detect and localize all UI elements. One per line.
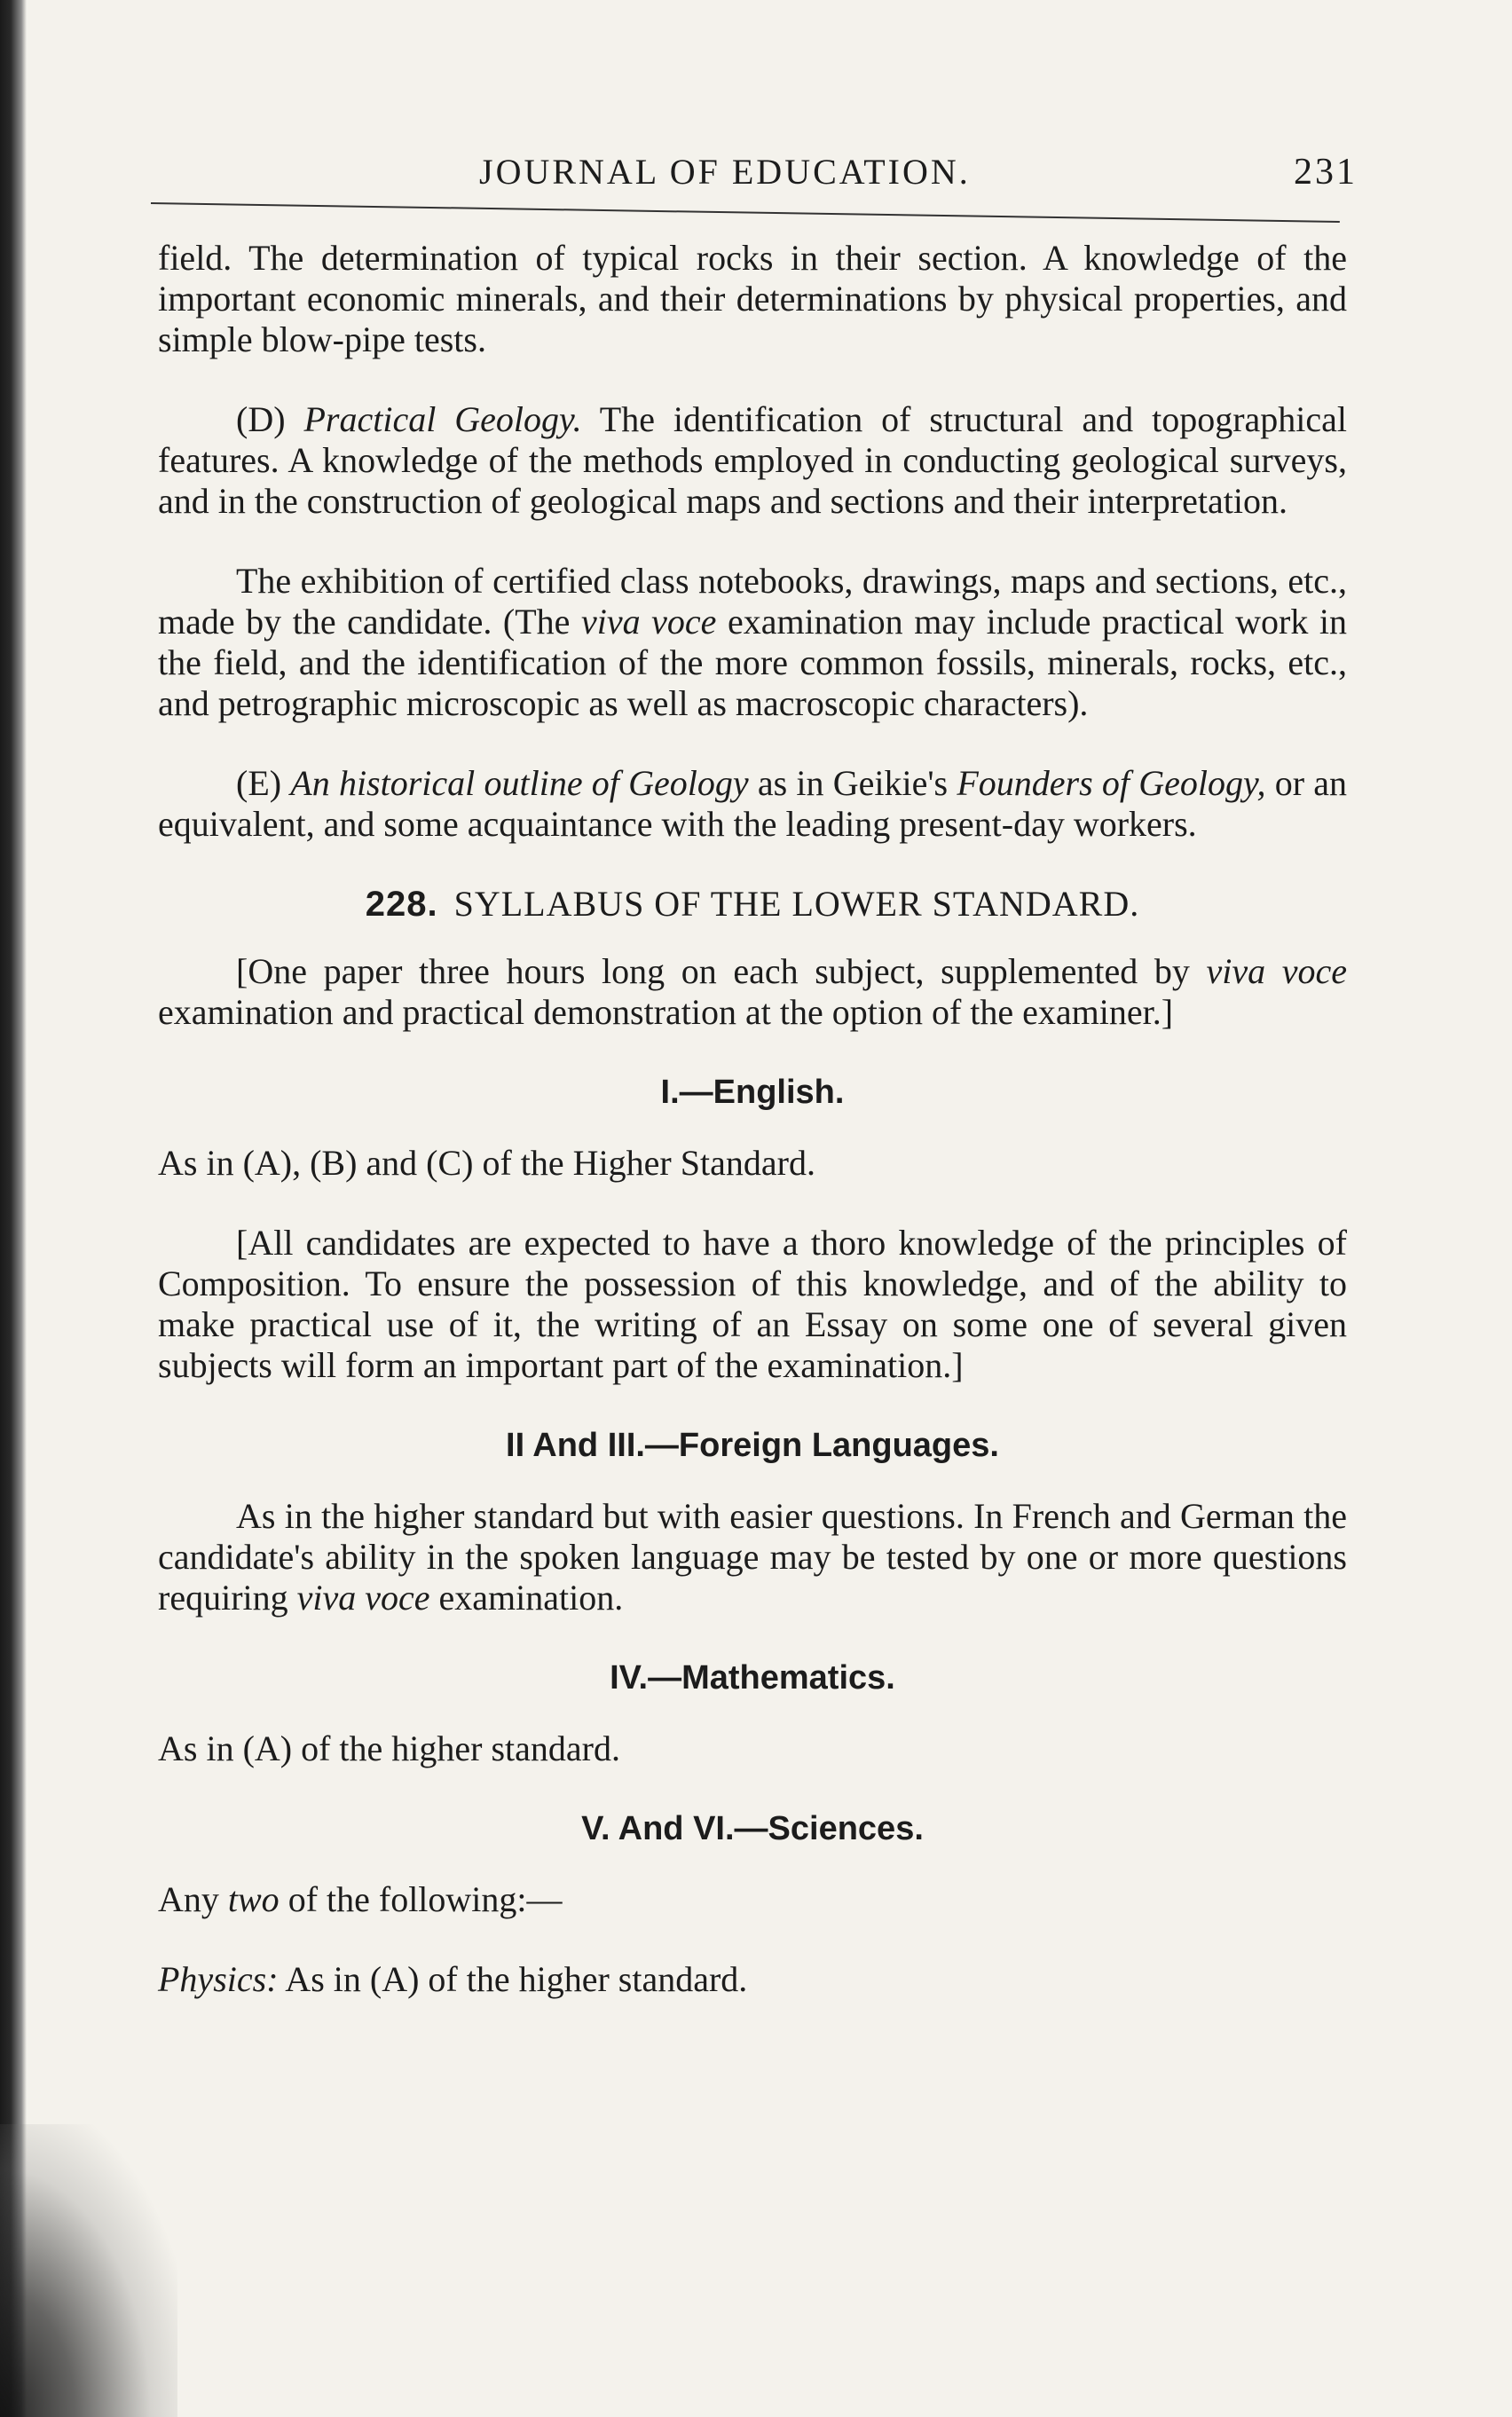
heading-sciences: V. And VI.—Sciences. <box>581 1810 924 1847</box>
scan-shadow <box>0 2124 177 2417</box>
italic-term: Founders of Geology, <box>957 763 1266 803</box>
item-label: (E) <box>236 763 282 803</box>
text-run: As in the higher standard but with easier questions. In French and German the candidate's ability in the spoken language may be tested by one or more questions requiring <box>158 1496 1347 1618</box>
text-run: examination. <box>429 1578 624 1618</box>
journal-page <box>158 151 1358 2039</box>
item-body: The identification of structural and topographical features. A knowledge of the methods employed in conducting geological surveys, and in the construction of geological maps and sections and their interpretation. <box>158 399 1348 521</box>
heading-english: I.—English. <box>660 1074 845 1111</box>
heading-mathematics: IV.—Mathematics. <box>610 1659 895 1697</box>
running-title: JOURNAL OF EDUCATION. <box>479 152 971 192</box>
physics-label: Physics: <box>158 1959 279 1999</box>
italic-term: viva voce <box>580 602 717 642</box>
page-body <box>158 238 1347 2000</box>
text-run: as in Geikie's <box>748 763 957 803</box>
section-title: SYLLABUS OF THE LOWER STANDARD. <box>453 884 1140 924</box>
paragraph-exam-format <box>158 951 1347 1033</box>
mathematics-requirement: As in (A) of the higher standard. <box>158 1728 620 1768</box>
text-run: examination and practical demonstration at the option of the examiner.] <box>158 992 1174 1032</box>
paragraph-mineralogy: field. The determination of typical rocks in their section. A knowledge of the important economic minerals, and their determinations by physical properties, and simple blow-pipe tests. <box>158 238 1347 359</box>
languages-requirement <box>158 1496 1347 1618</box>
italic-term: viva voce <box>1206 951 1347 991</box>
sciences-choice <box>158 1879 1347 1920</box>
english-note: [All candidates are expected to have a thoro knowledge of the principles of Composition. To ensure the possession of this knowledge, and of the ability to make practical use of it, the writing of an Essay on some one of several given subjects will form an important part of the examination.] <box>158 1223 1347 1385</box>
text-run: of the following:— <box>279 1879 563 1919</box>
heading-foreign-languages: II And III.—Foreign Languages. <box>506 1427 999 1464</box>
item-title: Practical Geology. <box>303 399 582 439</box>
text-run: [One paper three hours long on each subject, supplemented by <box>236 951 1207 991</box>
physics-requirement <box>158 1959 1347 2000</box>
paragraph-exhibition <box>158 561 1347 724</box>
text-run: The exhibition of certified class notebooks, drawings, maps and sections, etc., made by the candidate. (The <box>158 561 1347 642</box>
item-title: An historical outline of Geology <box>290 763 749 803</box>
text-run: examination may include practical work in the field, and the identification of the more common fossils, minerals, rocks, etc., and petrographic microscopic as well as macroscopic characters). <box>158 602 1347 723</box>
text-run: As in (A) of the higher standard. <box>278 1959 748 1999</box>
italic-term: two <box>227 1879 280 1919</box>
page-number: 231 <box>1294 152 1358 193</box>
section-number: 228. <box>365 885 438 924</box>
italic-term: viva voce <box>296 1578 430 1618</box>
text-run: Any <box>158 1879 228 1919</box>
header-rule <box>151 202 1340 223</box>
page-header <box>158 151 1358 204</box>
item-label: (D) <box>236 399 286 439</box>
english-requirement: As in (A), (B) and (C) of the Higher Standard. <box>158 1143 815 1183</box>
section-heading <box>158 884 1347 925</box>
paragraph-practical-geology <box>158 399 1347 522</box>
text-run: or an equivalent, and some acquaintance with the leading present-day workers. <box>158 763 1348 844</box>
paragraph-historical-outline <box>158 763 1347 845</box>
book-binding-edge <box>0 0 27 2417</box>
